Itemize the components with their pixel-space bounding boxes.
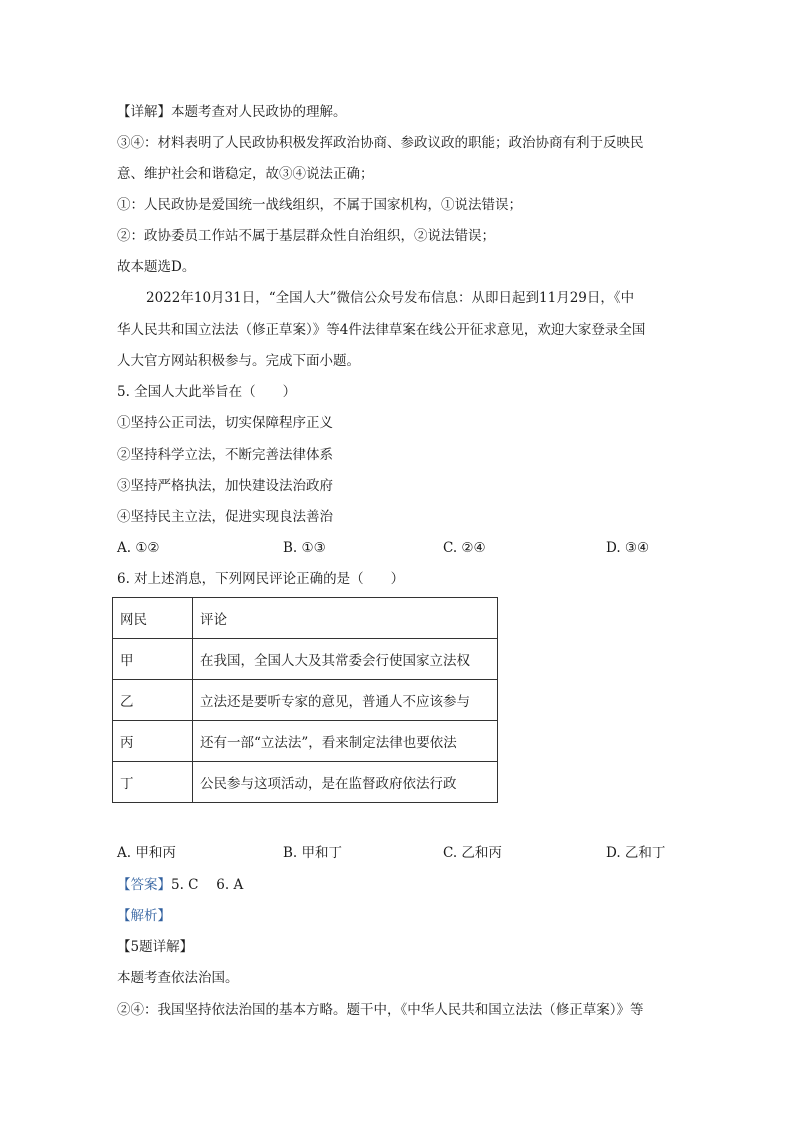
table-row: [113, 721, 498, 762]
q5-option-a: A. ①②: [117, 540, 160, 556]
explain-line: 故本题选D。: [117, 259, 196, 275]
cell-comment: 立法还是要听专家的意见，普通人不应该参与: [193, 680, 498, 721]
answer-text: 5. C 6. A: [171, 877, 244, 893]
q6-option-d: D. 乙和丁: [606, 845, 666, 861]
header-cell-netizen: 网民: [113, 598, 193, 639]
explain-heading-text: 本题考查对人民政协的理解。: [171, 104, 347, 120]
material-line: 2022年10月31日，“全国人大”微信公众号发布信息：从即日起到11月29日，《中: [146, 290, 635, 306]
comments-table: [112, 597, 498, 803]
table-row: [113, 762, 498, 803]
cell-comment: 公民参与这项活动，是在监督政府依法行政: [193, 762, 498, 803]
explain-heading: [117, 102, 347, 122]
material-line: 华人民共和国立法法（修正草案）》等4件法律草案在线公开征求意见，欢迎大家登录全国: [117, 322, 646, 338]
explain-line: ①：人民政协是爱国统一战线组织，不属于国家机构，①说法错误；: [117, 197, 522, 213]
q6-option-a: A. 甲和丙: [117, 845, 176, 861]
explain-line: ③④：材料表明了人民政协积极发挥政治协商、参政议政的职能；政治协商有利于反映民: [117, 135, 644, 151]
material-line: 人大官方网站积极参与。完成下面小题。: [117, 353, 360, 369]
table-header-row: [113, 598, 498, 639]
cell-comment: 还有一部“立法法”，看来制定法律也要依法: [193, 721, 498, 762]
explain-bracket: 【详解】: [117, 104, 171, 120]
q6-option-c: C. 乙和丙: [443, 845, 502, 861]
q5-stem: 5. 全国人大此举旨在（ ）: [117, 384, 297, 400]
q5-option-b: B. ①③: [283, 540, 326, 556]
explain-line: ②：政协委员工作站不属于基层群众性自治组织，②说法错误；: [117, 228, 495, 244]
q5-option-c: C. ②④: [443, 540, 486, 556]
analysis-line: ②④：我国坚持依法治国的基本方略。题干中，《中华人民共和国立法法（修正草案）》等: [117, 1002, 644, 1018]
q5-option-d: D. ③④: [606, 540, 650, 556]
q6-option-b: B. 甲和丁: [283, 845, 343, 861]
q5-item: ③坚持严格执法，加快建设法治政府: [117, 478, 333, 494]
cell-netizen: 乙: [113, 680, 193, 721]
cell-netizen: 甲: [113, 639, 193, 680]
answer-label: 【答案】: [117, 877, 171, 893]
q6-stem: 6. 对上述消息，下列网民评论正确的是（ ）: [117, 571, 405, 587]
answer-line: [117, 875, 243, 895]
table-row: [113, 680, 498, 721]
header-cell-comment: 评论: [193, 598, 498, 639]
table-row: [113, 639, 498, 680]
analysis-sub-heading: 【5题详解】: [117, 939, 194, 955]
q5-item: ①坚持公正司法，切实保障程序正义: [117, 415, 333, 431]
analysis-label: 【解析】: [117, 908, 171, 924]
explain-line: 意、维护社会和谐稳定，故③④说法正确；: [117, 166, 374, 182]
cell-netizen: 丙: [113, 721, 193, 762]
cell-comment: 在我国，全国人大及其常委会行使国家立法权: [193, 639, 498, 680]
q5-item: ②坚持科学立法，不断完善法律体系: [117, 447, 333, 463]
cell-netizen: 丁: [113, 762, 193, 803]
analysis-line: 本题考查依法治国。: [117, 970, 239, 986]
q5-item: ④坚持民主立法，促进实现良法善治: [117, 509, 333, 525]
